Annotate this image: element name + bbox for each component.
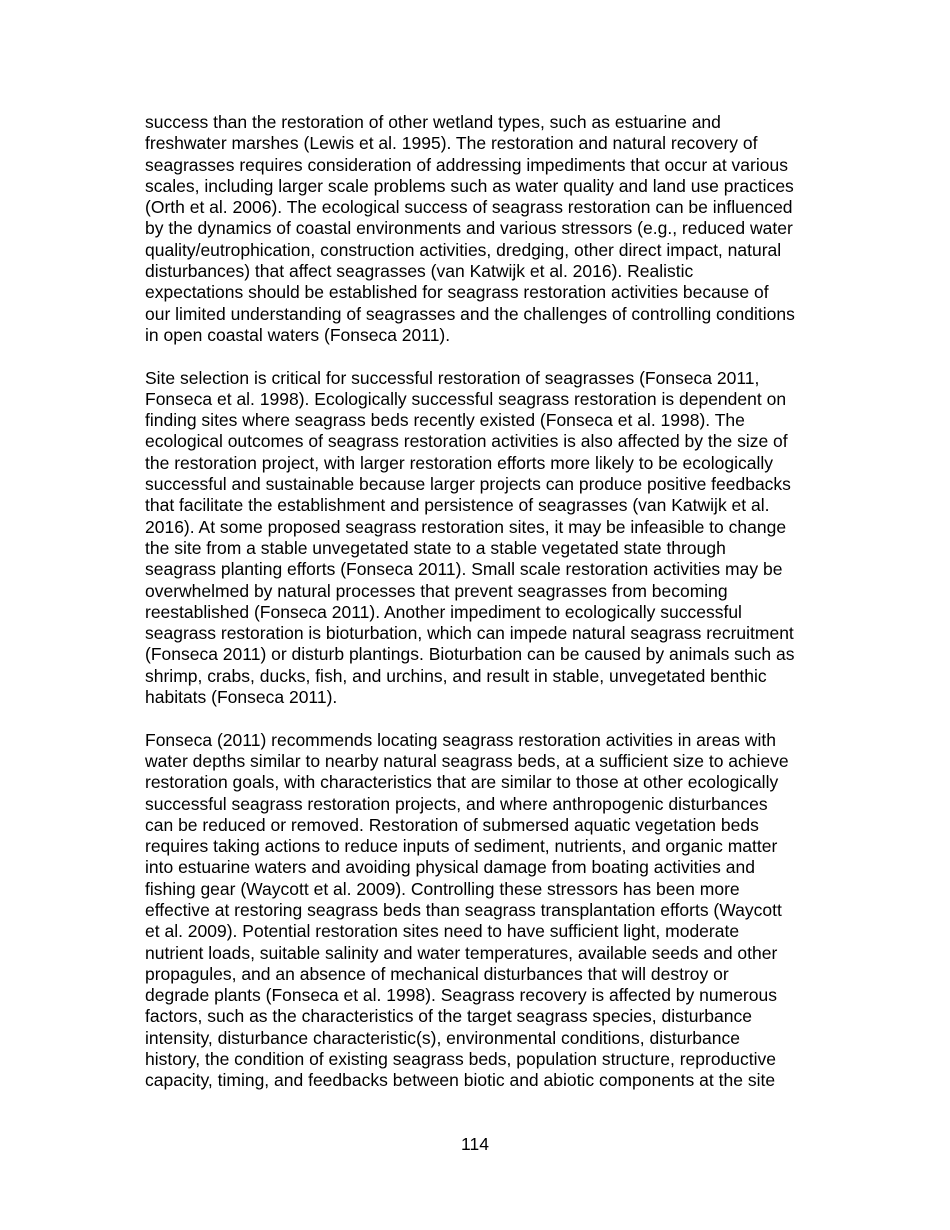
text-line: the restoration project, with larger restoration efforts more likely to be ecologically bbox=[145, 452, 774, 473]
text-line: in open coastal waters (Fonseca 2011). bbox=[145, 324, 451, 345]
text-line: seagrass planting efforts (Fonseca 2011). Small scale restoration activities may be bbox=[145, 559, 783, 580]
text-line: success than the restoration of other wetland types, such as estuarine and bbox=[145, 112, 721, 132]
text-line: reestablished (Fonseca 2011). Another impediment to ecologically successful bbox=[145, 601, 742, 622]
text-line: that facilitate the establishment and persistence of seagrasses (van Katwijk et al. bbox=[145, 495, 770, 516]
text-line: shrimp, crabs, ducks, fish, and urchins, and result in stable, unvegetated benthic bbox=[145, 665, 767, 686]
text-line: intensity, disturbance characteristic(s), environmental conditions, disturbance bbox=[145, 1027, 740, 1048]
text-line: can be reduced or removed. Restoration of submersed aquatic vegetation beds bbox=[145, 814, 759, 835]
text-line: fishing gear (Waycott et al. 2009). Controlling these stressors has been more bbox=[145, 878, 740, 899]
text-line: seagrasses requires consideration of addressing impediments that occur at various bbox=[145, 154, 788, 175]
text-line: by the dynamics of coastal environments and various stressors (e.g., reduced water bbox=[145, 218, 793, 239]
text-line: expectations should be established for seagrass restoration activities because of bbox=[145, 282, 769, 303]
text-line: requires taking actions to reduce inputs of sediment, nutrients, and organic matter bbox=[145, 836, 778, 857]
text-line: history, the condition of existing seagrass beds, population structure, reproductive bbox=[145, 1049, 776, 1070]
text-line: seagrass restoration is bioturbation, which can impede natural seagrass recruitment bbox=[145, 623, 794, 644]
text-line: nutrient loads, suitable salinity and water temperatures, available seeds and other bbox=[145, 942, 778, 963]
text-line: overwhelmed by natural processes that prevent seagrasses from becoming bbox=[145, 580, 728, 601]
text-line: (Fonseca 2011) or disturb plantings. Bioturbation can be caused by animals such as bbox=[145, 644, 795, 665]
text-line: disturbances) that affect seagrasses (van Katwijk et al. 2016). Realistic bbox=[145, 261, 694, 282]
text-line: scales, including larger scale problems such as water quality and land use practices bbox=[145, 175, 794, 196]
text-line: (Orth et al. 2006). The ecological success of seagrass restoration can be influenced bbox=[145, 197, 793, 218]
text-line: Site selection is critical for successful restoration of seagrasses (Fonseca 2011, bbox=[145, 367, 760, 388]
text-line: successful and sustainable because larger projects can produce positive feedbacks bbox=[145, 474, 791, 495]
body-text bbox=[145, 112, 845, 1113]
text-line: Fonseca (2011) recommends locating seagrass restoration activities in areas with bbox=[145, 729, 776, 750]
text-line: propagules, and an absence of mechanical disturbances that will destroy or bbox=[145, 963, 729, 984]
text-line: capacity, timing, and feedbacks between biotic and abiotic components at the site bbox=[145, 1070, 776, 1091]
text-line: into estuarine waters and avoiding physical damage from boating activities and bbox=[145, 857, 755, 878]
text-line: Fonseca et al. 1998). Ecologically successful seagrass restoration is dependent on bbox=[145, 388, 787, 409]
text-line: degrade plants (Fonseca et al. 1998). Seagrass recovery is affected by numerous bbox=[145, 985, 777, 1006]
text-line: finding sites where seagrass beds recently existed (Fonseca et al. 1998). The bbox=[145, 410, 745, 431]
text-line: water depths similar to nearby natural seagrass beds, at a sufficient size to achieve bbox=[145, 750, 789, 771]
paragraph-restoration-expectations bbox=[145, 112, 845, 346]
text-line: restoration goals, with characteristics that are similar to those at other ecologically bbox=[145, 772, 779, 793]
page-number: 114 bbox=[461, 1134, 489, 1154]
text-line: et al. 2009). Potential restoration sites need to have sufficient light, moderate bbox=[145, 921, 740, 942]
text-line: 2016). At some proposed seagrass restoration sites, it may be infeasible to change bbox=[145, 516, 787, 537]
text-line: freshwater marshes (Lewis et al. 1995). The restoration and natural recovery of bbox=[145, 133, 758, 154]
text-line: habitats (Fonseca 2011). bbox=[145, 687, 338, 708]
text-line: quality/eutrophication, construction activities, dredging, other direct impact, natural bbox=[145, 239, 782, 260]
text-line: successful seagrass restoration projects, and where anthropogenic disturbances bbox=[145, 793, 768, 814]
text-line: our limited understanding of seagrasses and the challenges of controlling conditions bbox=[145, 303, 795, 324]
paragraph-site-selection bbox=[145, 368, 845, 709]
paragraph-site-recommendations bbox=[145, 730, 845, 1092]
text-line: ecological outcomes of seagrass restoration activities is also affected by the size of bbox=[145, 431, 788, 452]
text-line: effective at restoring seagrass beds than seagrass transplantation efforts (Waycott bbox=[145, 899, 782, 920]
text-line: factors, such as the characteristics of the target seagrass species, disturbance bbox=[145, 1006, 752, 1027]
text-line: the site from a stable unvegetated state to a stable vegetated state through bbox=[145, 537, 726, 558]
